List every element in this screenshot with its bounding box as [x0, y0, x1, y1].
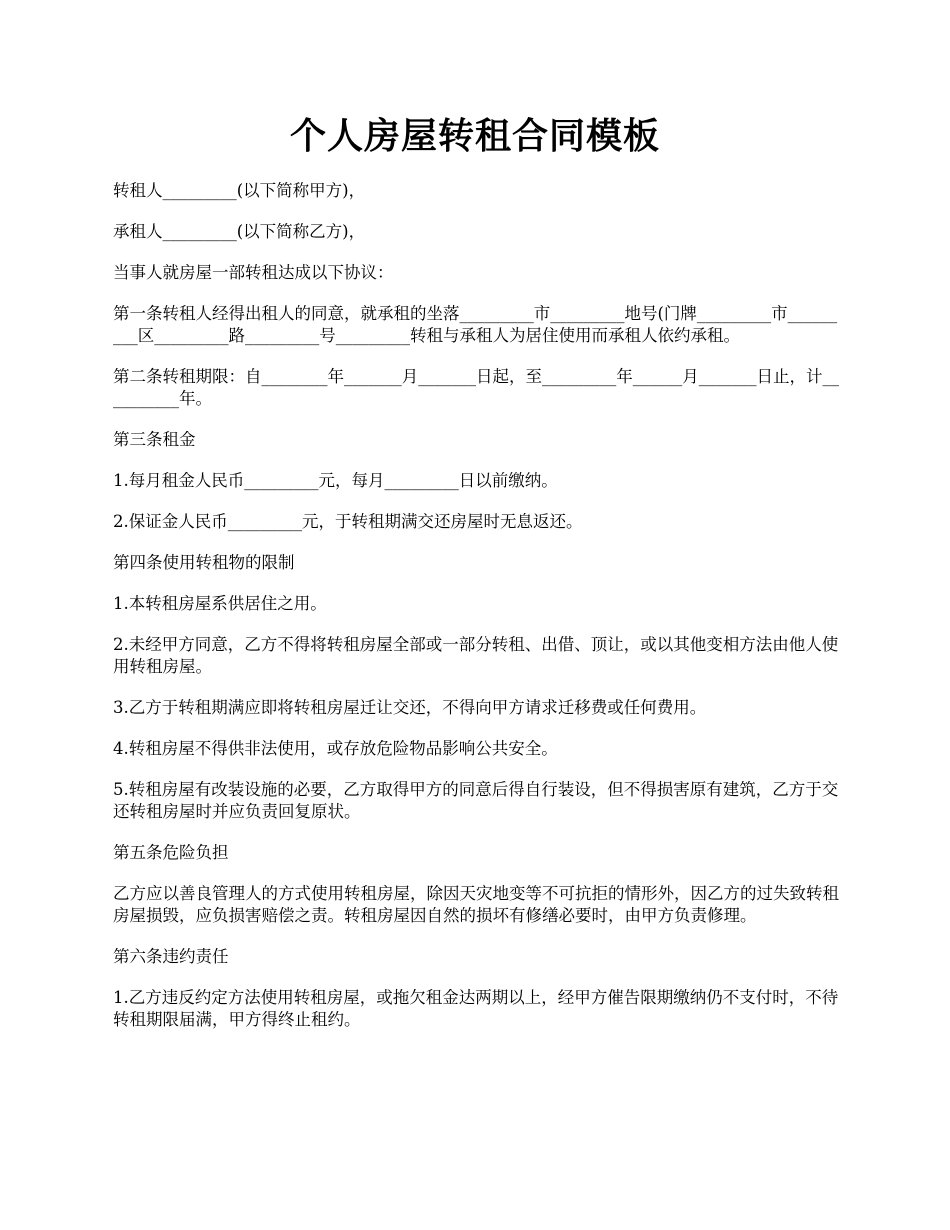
paragraph-article-4-item-4: 4.转租房屋不得供非法使用，或存放危险物品影响公共安全。 [113, 739, 558, 758]
document-title: 个人房屋转租合同模板 [289, 115, 660, 157]
paragraph-article-6-item-1: 1.乙方违反约定方法使用转租房屋，或拖欠租金达两期以上，经甲方催告限期缴纳仍不支付时，不待转租期限届满，甲方得终止租约。 [113, 988, 839, 1029]
paragraph-article-4-item-3: 3.乙方于转租期满应即将转租房屋迁让交还，不得向甲方请求迁移费或任何费用。 [113, 698, 707, 717]
paragraph-article-4-item-1: 1.本转租房屋系供居住之用。 [113, 594, 327, 613]
paragraph-sublessee: 承租人_________(以下简称乙方)， [113, 222, 366, 241]
heading-article-3: 第三条租金 [113, 430, 196, 449]
heading-article-6: 第六条违约责任 [113, 947, 229, 966]
heading-article-5: 第五条危险负担 [113, 843, 229, 862]
paragraph-article-5: 乙方应以善良管理人的方式使用转租房屋，除因天灾地变等不可抗拒的情形外，因乙方的过失致转租房屋损毁，应负损害赔偿之责。转租房屋因自然的损坏有修缮必要时，由甲方负责修理。 [113, 884, 839, 925]
paragraph-article-4-item-2: 2.未经甲方同意，乙方不得将转租房屋全部或一部分转租、出借、顶让，或以其他变相方法由他人使用转租房屋。 [113, 635, 839, 676]
paragraph-article-4-item-5: 5.转租房屋有改装设施的必要，乙方取得甲方的同意后得自行装设，但不得损害原有建筑，乙方于交还转租房屋时并应负责回复原状。 [113, 780, 839, 821]
paragraph-article-3-item-2: 2.保证金人民币_________元，于转租期满交还房屋时无息返还。 [113, 512, 583, 531]
paragraph-article-3-item-1: 1.每月租金人民币_________元，每月_________日以前缴纳。 [113, 471, 558, 490]
paragraph-agreement-intro: 当事人就房屋一部转租达成以下协议： [113, 263, 394, 282]
paragraph-sublessor: 转租人_________(以下简称甲方)， [113, 181, 366, 200]
paragraph-article-1: 第一条转租人经得出租人的同意，就承租的坐落_________市_________地号(门牌_________市_________区_________路_________号_________转租与承租人为居住使用而承租人依约承租。 [113, 304, 838, 345]
heading-article-4: 第四条使用转租物的限制 [113, 553, 295, 572]
paragraph-article-2: 第二条转租期限：自________年_______月_______日起，至_________年______月_______日止，计__________年。 [113, 367, 839, 408]
document-body [113, 180, 843, 1050]
